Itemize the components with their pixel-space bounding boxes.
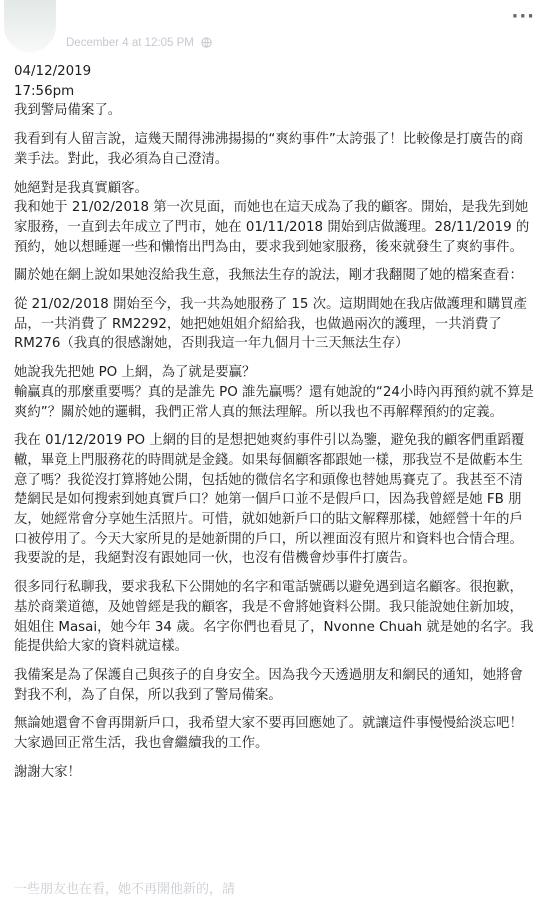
post-paragraph: 從 21/02/2018 開始至今，我一共為她服務了 15 次。這期間她在我店做護理和購買產品，一共消費了 RM2292，她把她姐姐介紹給我，也做過兩次的護理，一共消費了 RM276（我真的很感謝她，否則我這一年九個月十三天無法生存） bbox=[14, 297, 527, 352]
post-header bbox=[0, 0, 543, 56]
truncated-text-line: 一些朋友也在看，她不再開他新的，請 bbox=[14, 882, 236, 897]
post-paragraph: 很多同行私聊我，要求我私下公開她的名字和電話號碼以避免遇到這名顧客。很抱歉，基於商業道德，及她曾經是我的顧客，我是不會將她資料公開。我只能說她住新加坡，姐姐住 Masai，她今年 34 歲。名字你們也看見了，Nvonne Chuah 就是她的名字。我能提供給大家的資料就這樣。 bbox=[14, 580, 534, 655]
post-paragraph: 04/12/2019 17:56pm 我到警局備案了。 bbox=[14, 64, 122, 119]
post-paragraph: 我看到有人留言說，這幾天鬧得沸沸揚揚的“爽約事件”太誇張了！比較像是打廣告的商業手法。對此，我必須為自己澄清。 bbox=[14, 132, 524, 167]
post-paragraph: 關於她在網上說如果她沒給我生意，我無法生存的說法，剛才我翻閱了她的檔案查看： bbox=[14, 268, 523, 284]
more-options-icon[interactable]: ··· bbox=[511, 6, 535, 27]
avatar[interactable] bbox=[4, 0, 56, 52]
post-body bbox=[14, 62, 534, 792]
timestamp-text[interactable]: December 4 at 12:05 PM bbox=[66, 37, 194, 49]
post-paragraph: 謝謝大家！ bbox=[14, 764, 81, 780]
post-timestamp[interactable] bbox=[66, 37, 212, 51]
post-paragraph: 我備案是為了保護自己與孩子的自身安全。因為我今天透過朋友和網民的通知，她將會對我不利，為了自保，所以我到了警局備案。 bbox=[14, 667, 523, 703]
post-paragraph: 她絕對是我真實顧客。 我和她于 21/02/2018 第一次見面，而她也在這天成為了我的顧客。開始，是我先到她家服務，一直到去年成立了門市，她在 01/11/2018 開始到店做護理。28/11/2019 的預約，她以想睡遲一些和懶惰出門為由，要求我到她家服務，後來就發生了爽約事件。 bbox=[14, 180, 530, 255]
post-paragraph: 我在 01/12/2019 PO 上網的目的是想把她爽約事件引以為鑒，避免我的顧客們重蹈覆轍，畢竟上門服務花的時間就是金錢。如果每個顧客都跟她一樣，那我豈不是做虧本生意了嗎？我從沒打算將她公開，包括她的微信名字和頭像也替她馬賽克了。我甚至不清楚網民是如何搜索到她真實戶口？她第一個戶口並不是假戶口，因為我曾經是她 FB 朋友，她經常會分享她生活照片。可惜，就如她新戶口的貼文解釋那樣，她經營十年的戶口被停用了。今天大家所見的是她新開的戶口，所以裡面沒有照片和資料也合情合理。我要說的是，我絕對沒有跟她同一伙，也沒有借機會炒事件打廣告。 bbox=[14, 433, 525, 567]
post-paragraph: 她說我先把她 PO 上網，為了就是要贏？ 輸贏真的那麼重要嗎？真的是誰先 PO 誰先贏嗎？還有她說的“24小時內再預約就不算是爽約”？關於她的邏輯，我們正常人真的無法理解。所以我也不再解釋預約的定義。 bbox=[14, 365, 534, 420]
globe-icon bbox=[201, 37, 212, 51]
post-paragraph: 無論她還會不會再開新戶口，我希望大家不要再回應她了。就讓這件事慢慢給淡忘吧！大家過回正常生活，我也會繼續我的工作。 bbox=[14, 716, 523, 752]
